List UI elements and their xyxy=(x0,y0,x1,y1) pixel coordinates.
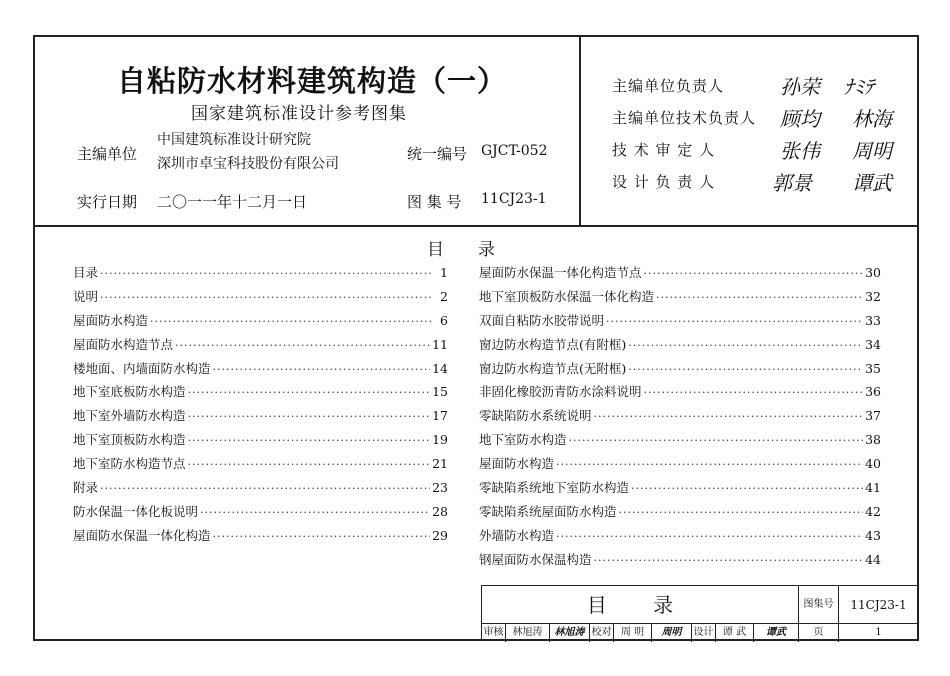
toc-item-label: 零缺陷系统屋面防水构造 xyxy=(479,503,617,519)
toc-item-page: 14 xyxy=(432,360,448,376)
toc-item-page: 44 xyxy=(865,551,881,567)
toc-item[interactable] xyxy=(479,550,881,574)
toc-leader-dots xyxy=(628,363,863,376)
toc-item-label: 楼地面、内墙面防水构造 xyxy=(73,360,211,376)
design-label: 设计 xyxy=(692,624,716,642)
role-label: 主编单位负责人 xyxy=(612,77,725,95)
design-name: 谭 武 xyxy=(716,624,754,642)
toc-leader-dots xyxy=(188,386,431,399)
signature-2: 林海 xyxy=(852,107,892,131)
role-label: 技 术 审 定 人 xyxy=(612,141,716,159)
toc-item-label: 地下室防水构造 xyxy=(479,432,567,448)
toc-leader-dots xyxy=(188,458,431,471)
toc-item-page: 28 xyxy=(432,503,448,519)
code-value: GJCT-052 xyxy=(481,143,548,159)
proof-label: 校对 xyxy=(590,624,614,642)
toc-item[interactable] xyxy=(479,359,881,383)
org-line-1: 中国建筑标准设计研究院 xyxy=(157,132,311,148)
signature-2: ﾅﾐﾃ xyxy=(844,75,874,99)
toc-item-page: 36 xyxy=(865,384,881,400)
drawing-frame xyxy=(33,35,919,641)
title-block-name: 目 录 xyxy=(482,586,799,624)
toc-item-label: 地下室底板防水构造 xyxy=(73,384,186,400)
toc-item-page: 6 xyxy=(440,312,448,328)
title-block-atlas-value: 11CJ23-1 xyxy=(839,586,918,624)
toc-leader-dots xyxy=(188,410,431,423)
signature-1: 张伟 xyxy=(780,139,820,163)
title-block xyxy=(481,585,917,641)
signature-2: 周明 xyxy=(852,139,892,163)
toc-item-page: 21 xyxy=(432,456,448,472)
role-label: 设 计 负 责 人 xyxy=(612,173,716,191)
toc-item[interactable] xyxy=(73,287,448,311)
toc-item-label: 钢屋面防水保温构造 xyxy=(479,551,592,567)
date-value: 二〇一一年十二月一日 xyxy=(157,193,308,211)
toc-leader-dots xyxy=(100,291,432,304)
toc-leader-dots xyxy=(100,267,432,280)
toc-leader-dots xyxy=(150,315,432,328)
toc-item-label: 屋面防水构造 xyxy=(479,456,555,472)
atlas-no-label: 图 集 号 xyxy=(407,193,462,211)
toc-leader-dots xyxy=(594,410,864,423)
check-signature: 林旭涛 xyxy=(550,624,590,642)
toc-item-label: 地下室顶板防水构造 xyxy=(73,432,186,448)
toc-leader-dots xyxy=(631,482,863,495)
toc-item-page: 37 xyxy=(865,408,881,424)
toc-left-column xyxy=(73,263,448,550)
toc-item[interactable] xyxy=(73,335,448,359)
toc-item-label: 目录 xyxy=(73,265,99,280)
toc-item[interactable] xyxy=(73,478,448,502)
toc-item[interactable] xyxy=(479,454,881,478)
toc-item-page: 30 xyxy=(865,265,881,280)
signature-2: 谭武 xyxy=(852,171,892,195)
toc-item[interactable] xyxy=(479,526,881,550)
toc-item-label: 防水保温一体化板说明 xyxy=(73,503,199,519)
toc-leader-dots xyxy=(556,530,863,543)
toc-item-page: 38 xyxy=(865,432,881,448)
toc-item-label: 屋面防水保温一体化构造 xyxy=(73,527,211,543)
toc-leader-dots xyxy=(644,386,864,399)
toc-item[interactable] xyxy=(479,335,881,359)
toc-item-label: 说明 xyxy=(73,288,99,304)
toc-item[interactable] xyxy=(479,430,881,454)
toc-item[interactable] xyxy=(479,263,881,287)
toc-item-label: 零缺陷系统地下室防水构造 xyxy=(479,480,630,496)
code-label: 统一编号 xyxy=(407,145,468,163)
toc-item-page: 17 xyxy=(432,408,448,424)
toc-item[interactable] xyxy=(479,502,881,526)
toc-leader-dots xyxy=(188,434,431,447)
signature-1: 顾均 xyxy=(780,107,820,131)
toc-leader-dots xyxy=(619,506,864,519)
toc-leader-dots xyxy=(213,530,431,543)
toc-item-label: 屋面防水保温一体化构造节点 xyxy=(479,265,642,280)
toc-item[interactable] xyxy=(479,478,881,502)
role-label: 主编单位技术负责人 xyxy=(612,109,757,127)
page-value: 1 xyxy=(875,627,882,638)
atlas-title: 自粘防水材料建筑构造（一） xyxy=(117,64,508,98)
toc-item[interactable] xyxy=(73,502,448,526)
page-label: 页 xyxy=(799,624,839,642)
toc-item-page: 35 xyxy=(865,360,881,376)
toc-item[interactable] xyxy=(73,311,448,335)
title-block-atlas-label: 图集号 xyxy=(799,586,839,624)
toc-item-page: 42 xyxy=(865,503,881,519)
toc-item-page: 41 xyxy=(865,480,881,496)
toc-item-page: 2 xyxy=(440,288,448,304)
toc-item[interactable] xyxy=(479,406,881,430)
toc-item[interactable] xyxy=(479,382,881,406)
design-signature: 谭武 xyxy=(754,624,799,642)
toc-leader-dots xyxy=(628,339,863,352)
date-label: 实行日期 xyxy=(77,193,138,211)
toc-item-label: 窗边防水构造节点(有附框) xyxy=(479,336,627,352)
toc-leader-dots xyxy=(644,267,864,280)
org-label: 主编单位 xyxy=(77,145,138,163)
signature-1: 孙荣 xyxy=(780,75,820,99)
atlas-subtitle: 国家建筑标准设计参考图集 xyxy=(191,104,407,124)
header-divider xyxy=(579,37,581,225)
toc-item-page: 43 xyxy=(865,527,881,543)
toc-item-page: 40 xyxy=(865,456,881,472)
org-line-2: 深圳市卓宝科技股份有限公司 xyxy=(157,156,339,172)
toc-item[interactable] xyxy=(73,430,448,454)
toc-item[interactable] xyxy=(479,311,881,335)
toc-item-label: 地下室外墙防水构造 xyxy=(73,408,186,424)
toc-leader-dots xyxy=(569,434,864,447)
check-label: 审核 xyxy=(482,624,506,642)
toc-item-label: 非固化橡胶沥青防水涂料说明 xyxy=(479,384,642,400)
toc-item[interactable] xyxy=(73,406,448,430)
toc-item[interactable] xyxy=(479,287,881,311)
toc-item-page: 11 xyxy=(432,336,448,352)
toc-item-label: 地下室顶板防水保温一体化构造 xyxy=(479,288,655,304)
toc-item-page: 33 xyxy=(865,312,881,328)
toc-right-column xyxy=(479,263,881,574)
toc-item-page: 34 xyxy=(865,336,881,352)
proof-signature: 周明 xyxy=(652,624,692,642)
title-block-signature-row xyxy=(482,624,918,642)
toc-item-label: 附录 xyxy=(73,480,99,496)
toc-leader-dots xyxy=(175,339,430,352)
toc-item[interactable] xyxy=(73,263,448,287)
proof-name: 周 明 xyxy=(614,624,652,642)
toc-item-label: 地下室防水构造节点 xyxy=(73,456,186,472)
toc-item-page: 29 xyxy=(432,527,448,543)
toc-item[interactable] xyxy=(73,454,448,478)
toc-item-page: 19 xyxy=(432,432,448,448)
atlas-no-value: 11CJ23-1 xyxy=(481,191,547,207)
toc-leader-dots xyxy=(594,554,864,567)
toc-leader-dots xyxy=(606,315,863,328)
toc-item-label: 双面自粘防水胶带说明 xyxy=(479,312,605,328)
toc-title: 目 录 xyxy=(427,240,495,260)
toc-item-page: 32 xyxy=(865,288,881,304)
toc-item-page: 23 xyxy=(432,480,448,496)
toc-item-label: 屋面防水构造节点 xyxy=(73,336,174,352)
toc-leader-dots xyxy=(656,291,863,304)
toc-item-label: 零缺陷防水系统说明 xyxy=(479,408,592,424)
toc-item[interactable] xyxy=(73,359,448,383)
toc-item-page: 1 xyxy=(440,265,448,280)
toc-item-page: 15 xyxy=(432,384,448,400)
toc-leader-dots xyxy=(100,482,430,495)
toc-item-label: 外墙防水构造 xyxy=(479,527,555,543)
toc-leader-dots xyxy=(556,458,863,471)
toc-item[interactable] xyxy=(73,382,448,406)
signature-1: 郭景 xyxy=(772,171,812,195)
toc-leader-dots xyxy=(200,506,430,519)
toc-item-label: 窗边防水构造节点(无附框) xyxy=(479,360,627,376)
toc-item[interactable] xyxy=(73,526,448,550)
cover-header xyxy=(35,37,917,227)
toc-item-label: 屋面防水构造 xyxy=(73,312,149,328)
check-name: 林旭涛 xyxy=(506,624,550,642)
toc-leader-dots xyxy=(213,363,431,376)
